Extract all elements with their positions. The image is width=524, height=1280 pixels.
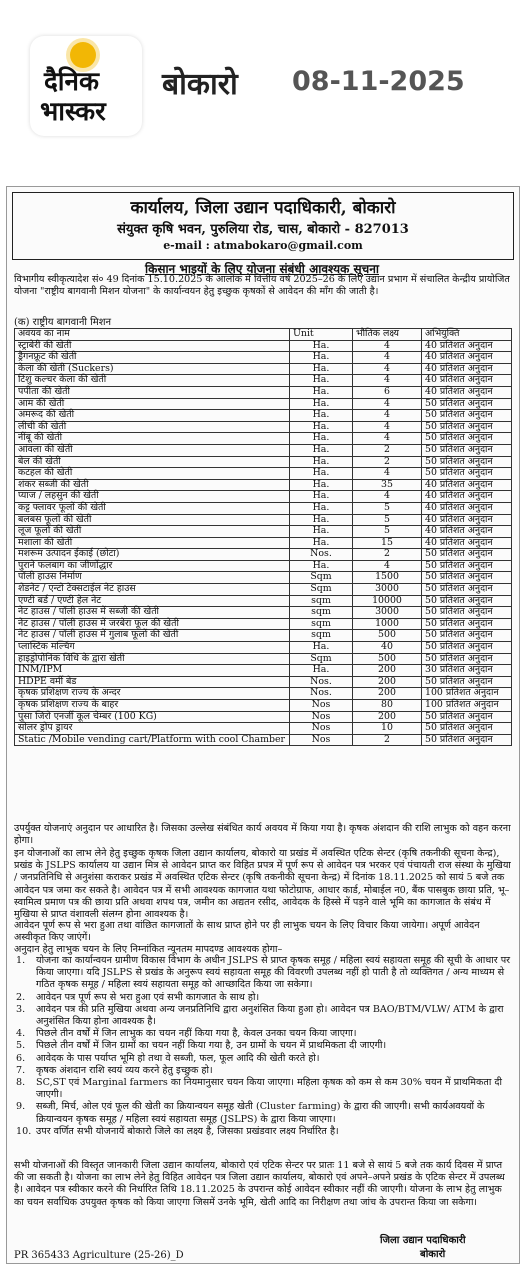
criteria-item [14, 1028, 512, 1040]
table-header-row [15, 329, 512, 341]
criteria-item [14, 1040, 512, 1052]
criteria-number: 7. [16, 1064, 26, 1076]
criteria-text: योजना का कार्यान्वयन ग्रामीण विकास विभाग के अधीन JSLPS से प्राप्त कृषक समूह / महिला स्वयं सहायता समूह की सूची के आधार पर किया जाएगा। यदि JSLPS से प्रखंड के अनुरूप स्वयं सहायता समूह की विवरणी उपलब्ध नहीं हो पाती है तो व्यक्तिगत / अन्य माध्यम से गठित कृषक समूह / महिला स्वयं सहायता समूह को आच्छादित किया जा सकेगा। [36, 955, 511, 991]
cell-target: 4 [353, 352, 422, 364]
criteria-text: आवेदक के पास पर्याप्त भूमि हो तथा वे सब्जी, फल, फूल आदि की खेती करते हो। [36, 1052, 320, 1064]
cell-remark: 40 प्रतिशत अनुदान [422, 479, 512, 491]
cell-target: 4 [353, 375, 422, 387]
cell-component: कट्ट फ्लावर फूलों की खेती [15, 502, 290, 514]
cell-unit: Nos [290, 711, 353, 723]
cell-remark: 50 प्रतिशत अनुदान [422, 572, 512, 584]
cell-unit: Ha. [290, 433, 353, 445]
criteria-number: 9. [16, 1101, 26, 1113]
table-row [15, 468, 512, 480]
cell-remark: 50 प्रतिशत अनुदान [422, 723, 512, 735]
criteria-text: सब्जी, मिर्च, ओल एवं फूल की खेती का क्रियान्वयन समूह खेती (Cluster farming) के द्वारा की जाएगी। सभी कार्यअवयवों के क्रियान्वयन कृषक समूह / महिला स्वयं सहायता समूह (JSLPS) के द्वारा किया जाएगा। [36, 1101, 485, 1125]
cell-unit: Nos [290, 723, 353, 735]
criteria-item [14, 992, 512, 1004]
cell-component: प्लास्टिक मल्चिंग [15, 642, 290, 654]
cell-component: टिशु कल्चर केला की खेती [15, 375, 290, 387]
cell-component: पुराने फलबाग का जीर्णोद्धार [15, 560, 290, 572]
table-row [15, 433, 512, 445]
cell-target: 4 [353, 410, 422, 422]
criteria-number: 4. [16, 1028, 26, 1040]
table-row [15, 595, 512, 607]
office-title: कार्यालय, जिला उद्यान पदाधिकारी, बोकारो [130, 198, 396, 218]
criteria-item [14, 1101, 512, 1125]
cell-unit: Nos. [290, 688, 353, 700]
edition-city: बोकारो [162, 67, 238, 102]
cell-unit: Ha. [290, 491, 353, 503]
cell-target: 4 [353, 433, 422, 445]
cell-component: प्याज / लहसुन की खेती [15, 491, 290, 503]
cell-component: आंवला की खेती [15, 444, 290, 456]
cell-remark: 50 प्रतिशत अनुदान [422, 398, 512, 410]
cell-target: 40 [353, 642, 422, 654]
cell-unit: sqm [290, 630, 353, 642]
cell-target: 4 [353, 468, 422, 480]
cell-remark: 100 प्रतिशत अनुदान [422, 700, 512, 712]
criteria-item [14, 955, 512, 992]
table-row [15, 572, 512, 584]
cell-component: सोलर ड्रोप ड्रायर [15, 723, 290, 735]
cell-unit: Nos. [290, 549, 353, 561]
cell-unit: Ha. [290, 537, 353, 549]
col-header-component: अवयव का नाम [15, 329, 290, 341]
table-row [15, 340, 512, 352]
cell-component: मशाला की खेती [15, 537, 290, 549]
cell-remark: 50 प्रतिशत अनुदान [422, 630, 512, 642]
cell-target: 4 [353, 560, 422, 572]
criteria-number: 8. [16, 1077, 26, 1089]
cell-remark: 50 प्रतिशत अनुदान [422, 595, 512, 607]
cell-unit: Ha. [290, 514, 353, 526]
cell-remark: 50 प्रतिशत अनुदान [422, 456, 512, 468]
scheme-table [14, 328, 512, 746]
cell-remark: 50 प्रतिशत अनुदान [422, 618, 512, 630]
cell-remark: 40 प्रतिशत अनुदान [422, 491, 512, 503]
criteria-list [14, 955, 512, 1138]
cell-target: 4 [353, 421, 422, 433]
table-row [15, 630, 512, 642]
cell-target: 2 [353, 734, 422, 746]
cell-component: कृषक प्रशिक्षण राज्य के अन्दर [15, 688, 290, 700]
cell-target: 200 [353, 665, 422, 677]
cell-unit: Ha. [290, 410, 353, 422]
cell-unit: Ha. [290, 386, 353, 398]
cell-remark: 40 प्रतिशत अनुदान [422, 386, 512, 398]
criteria-number: 10. [16, 1125, 32, 1137]
criteria-item [14, 1053, 512, 1065]
cell-unit: Ha. [290, 526, 353, 538]
cell-unit: Ha. [290, 665, 353, 677]
cell-remark: 40 प्रतिशत अनुदान [422, 514, 512, 526]
signature-place: बोकारो [420, 1249, 446, 1260]
cell-component: Static /Mobile vending cart/Platform with cool Chamber [15, 734, 290, 746]
criteria-text: पिछले तीन वर्षों में जिन ग्रामों का चयन नहीं किया गया है, उन ग्रामों के चयन में प्राथमिकता दी जाएगी। [36, 1040, 387, 1052]
cell-remark: 50 प्रतिशत अनुदान [422, 433, 512, 445]
criteria-text: आवेदन पत्र पूर्ण रूप से भरा हुआ एवं सभी कागजात के साथ हो। [36, 991, 260, 1003]
criteria-number: 1. [16, 955, 26, 966]
cell-remark: 50 प्रतिशत अनुदान [422, 642, 512, 654]
criteria-text: उपर वर्णित सभी योजनायें बोकारो जिले का लक्ष्य है, जिसका प्रखंडवार लक्ष्य निर्धारित है। [36, 1125, 339, 1137]
table-row [15, 491, 512, 503]
cell-component: कृषक प्रशिक्षण राज्य के बाहर [15, 700, 290, 712]
cell-component: नेट हाउस / पॉली हाउस में गुलाब फूलों की खेती [15, 630, 290, 642]
table-row [15, 607, 512, 619]
cell-component: हाइड्रोपोनिक विधि के द्वारा खेती [15, 653, 290, 665]
cell-target: 35 [353, 479, 422, 491]
cell-component: अमरूद की खेती [15, 410, 290, 422]
cell-target: 80 [353, 700, 422, 712]
cell-target: 200 [353, 711, 422, 723]
cell-remark: 50 प्रतिशत अनुदान [422, 676, 512, 688]
table-body [15, 340, 512, 746]
cell-unit: Ha. [290, 363, 353, 375]
cell-remark: 50 प्रतिशत अनुदान [422, 421, 512, 433]
table-row [15, 410, 512, 422]
criteria-text: पिछले तीन वर्षों में जिन लाभुक का चयन नहीं किया गया है, केवल उनका चयन किया जाएगा। [36, 1028, 357, 1040]
table-row [15, 700, 512, 712]
cell-target: 1000 [353, 618, 422, 630]
cell-component: बलबस फूलों की खेती [15, 514, 290, 526]
cell-component: पॉली हाउस निर्माण [15, 572, 290, 584]
office-address: संयुक्त कृषि भवन, पुरुलिया रोड, चास, बोकारो - 827013 [117, 222, 409, 237]
signature-title: जिला उद्यान पदाधिकारी [380, 1235, 466, 1246]
cell-component: पपीता की खेती [15, 386, 290, 398]
logo-text-line1: दैनिक [44, 67, 99, 97]
table-row [15, 723, 512, 735]
table-row [15, 375, 512, 387]
cell-component: आम की खेती [15, 398, 290, 410]
cell-target: 6 [353, 386, 422, 398]
cell-target: 5 [353, 526, 422, 538]
criteria-item [14, 1004, 512, 1028]
cell-remark: 40 प्रतिशत अनुदान [422, 352, 512, 364]
cell-component: नींबू की खेती [15, 433, 290, 445]
cell-unit: Sqm [290, 653, 353, 665]
cell-remark: 50 प्रतिशत अनुदान [422, 549, 512, 561]
cell-component: लूज फूलों की खेती [15, 526, 290, 538]
cell-unit: Ha. [290, 444, 353, 456]
sun-icon [70, 42, 96, 68]
cell-unit: Ha. [290, 560, 353, 572]
cell-component: नेट हाउस / पॉली हाउस में जरबेरा फूल की खेती [15, 618, 290, 630]
cell-unit: Sqm [290, 572, 353, 584]
table-row [15, 584, 512, 596]
cell-component: शंकर सब्जी की खेती [15, 479, 290, 491]
dainik-bhaskar-logo [30, 36, 142, 136]
cell-remark: 40 प्रतिशत अनुदान [422, 526, 512, 538]
cell-target: 4 [353, 491, 422, 503]
cell-unit: Ha. [290, 375, 353, 387]
cell-component: स्ट्राबेरी की खेती [15, 340, 290, 352]
criteria-number: 6. [16, 1052, 26, 1064]
cell-unit: Nos [290, 700, 353, 712]
cell-unit: Ha. [290, 352, 353, 364]
criteria-item [14, 1126, 512, 1138]
cell-unit: Nos [290, 734, 353, 746]
cell-remark: 50 प्रतिशत अनुदान [422, 734, 512, 746]
cell-unit: Ha. [290, 479, 353, 491]
table-row [15, 386, 512, 398]
edition-date: 08-11-2025 [292, 66, 465, 97]
table-row [15, 398, 512, 410]
cell-remark: 50 प्रतिशत अनुदान [422, 444, 512, 456]
table-row [15, 526, 512, 538]
cell-unit: sqm [290, 607, 353, 619]
cell-target: 5 [353, 502, 422, 514]
cell-target: 4 [353, 398, 422, 410]
cell-remark: 50 प्रतिशत अनुदान [422, 607, 512, 619]
cell-unit: Sqm [290, 584, 353, 596]
table-row [15, 665, 512, 677]
table-row [15, 456, 512, 468]
newspaper-header [0, 0, 524, 150]
cell-remark: 40 प्रतिशत अनुदान [422, 340, 512, 352]
cell-remark: 50 प्रतिशत अनुदान [422, 584, 512, 596]
cell-remark: 40 प्रतिशत अनुदान [422, 375, 512, 387]
table-row [15, 514, 512, 526]
cell-component: एण्टी बर्ड / एण्टी हेल नेट [15, 595, 290, 607]
criteria-text: SC,ST एवं Marginal farmers का नियमानुसार चयन किया जाएगा। महिला कृषक को कम से कम 30% चयन में प्राथमिकता दी जाएगी। [36, 1077, 502, 1101]
information-paragraph: सभी योजनाओं की विस्तृत जानकारी जिला उद्यान कार्यालय, बोकारो एवं एटिक सेन्टर पर प्रातः 11 बजे से सायं 5 बजे तक कार्य दिवस में प्राप्त की जा सकती है। योजना का लाभ लेने हेतु विहित आवेदन पत्र जिला उद्यान कार्यालय, बोकारो एवं अपने–अपने प्रखंड के एटिक सेन्टर में उपलब्ध है। आवेदन पत्र स्वीकार करने की निर्धारित तिथि 18.11.2025 के उपरान्त कोई आवेदन स्वीकार नहीं की जाएगी। योजना के लाभ हेतु लाभुक का चयन सर्वाधिक उपयुक्त कृषक को किया जाएगा जिसमें उनके भूमि, खेती आदि का निरीक्षण तथा जांच के उपरान्त किया जा सकेगा। [14, 1160, 505, 1208]
table-row [15, 711, 512, 723]
col-header-target: भौतिक लक्ष्य [353, 329, 422, 341]
criteria-number: 2. [16, 991, 26, 1003]
cell-remark: 50 प्रतिशत अनुदान [422, 653, 512, 665]
cell-target: 200 [353, 688, 422, 700]
cell-unit: Nos. [290, 676, 353, 688]
cell-target: 4 [353, 340, 422, 352]
cell-unit: Ha. [290, 456, 353, 468]
cell-target: 2 [353, 444, 422, 456]
cell-target: 2 [353, 456, 422, 468]
cell-remark: 40 प्रतिशत अनुदान [422, 363, 512, 375]
criteria-item [14, 1077, 512, 1101]
cell-unit: Ha. [290, 398, 353, 410]
cell-component: केला की खेती (Suckers) [15, 363, 290, 375]
office-header-box [12, 192, 514, 260]
cell-target: 5 [353, 514, 422, 526]
cell-component: शेडनेट / एन्टो टेक्सटाईल नेट हाउस [15, 584, 290, 596]
criteria-text: कृषक अंशदान राशि स्वयं व्यय करने हेतु इच्छुक हो। [36, 1064, 213, 1076]
cell-unit: sqm [290, 595, 353, 607]
cell-unit: Ha. [290, 468, 353, 480]
cell-target: 500 [353, 630, 422, 642]
cell-remark: 40 प्रतिशत अनुदान [422, 537, 512, 549]
office-email: e-mail : atmabokaro@gmail.com [163, 239, 363, 252]
application-paragraph: इन योजनाओं का लाभ लेने हेतु इच्छुक कृषक जिला उद्यान कार्यालय, बोकारो या प्रखंड में अवस्थित एटिक सेन्टर (कृषि तकनीकी सूचना केन्द्र), प्रखंड के JSLPS कार्यालय या उद्यान मित्र से आवेदन प्राप्त कर विहित प्रपत्र में पूर्ण रूप से आवेदन पत्र भरकर एवं पंचायती राज संस्था के मुखिया / जनप्रतिनिधि से अनुशंसा कराकर प्रखंड में अवस्थित एटिक सेन्टर (कृषि तकनीकी सूचना केन्द्र) में दिनांक 18.11.2025 को सायं 5 बजे तक आवेदन पत्र जमा कर सकते है। आवेदन पत्र में सभी आवश्यक कागजात यथा फोटोग्राफ, आधार कार्ड, मोबाईल न0, बैंक पासबुक छाया प्रति, भू– स्वामित्व प्रमाण पत्र की छाया प्रति अथवा शपथ पत्र, जमीन का अद्यतन रसीद, आवेदक के हिस्से में पड़ने वाले भूमि का कागजात के संबंध में मुखिया से प्राप्त वंशावली संलग्न होना आवश्यक है। [14, 848, 511, 921]
notice-subject: किसान भाइयों के लिए योजना संबंधी आवश्यक सूचना [145, 262, 379, 276]
cell-component: पुसा जिरो एनर्जी कूल चेम्बर (100 KG) [15, 711, 290, 723]
cell-remark: 40 प्रतिशत अनुदान [422, 502, 512, 514]
section-heading: (क) राष्ट्रीय बागवानी मिशन [14, 317, 112, 328]
criteria-text: आवेदन पत्र की प्रति मुखिया अथवा अन्य जनप्रतिनिधि द्वारा अनुशंसित किया हुआ हो। आवेदन पत्र BAO/BTM/VLW/ ATM के द्वारा अनुशंसित किया होना आवश्यक है। [36, 1003, 504, 1028]
cell-component: INM/IPM [15, 665, 290, 677]
cell-component: कटहल की खेती [15, 468, 290, 480]
cell-component: बेल की खेती [15, 456, 290, 468]
cell-component: लीची की खेती [15, 421, 290, 433]
criteria-number: 5. [16, 1040, 26, 1052]
cell-component: ड्रैगनफ्रूट की खेती [15, 352, 290, 364]
table-row [15, 642, 512, 654]
criteria-heading: अनुदान हेतु लाभुक चयन के लिए निम्नांकित न्यूनतम मापदण्ड आवश्यक होगा– [14, 944, 283, 955]
logo-text-line2: भास्कर [40, 97, 106, 127]
table-row [15, 352, 512, 364]
criteria-item [14, 1065, 512, 1077]
cell-unit: Ha. [290, 421, 353, 433]
cell-remark: 50 प्रतिशत अनुदान [422, 560, 512, 572]
table-row [15, 734, 512, 746]
table-row [15, 549, 512, 561]
cell-target: 10 [353, 723, 422, 735]
subsidy-paragraph: उपर्युक्त योजनाएं अनुदान पर आधारित है। जिसका उल्लेख संबंधित कार्य अवयव में किया गया है। कृषक अंशदान की राशि लाभुक को वहन करना होगा। [14, 823, 511, 847]
cell-target: 1500 [353, 572, 422, 584]
cell-target: 2 [353, 549, 422, 561]
completeness-paragraph: आवेदन पूर्ण रूप से भरा हुआ तथा वांछित कागजातों के साथ प्राप्त होने पर ही लाभुक चयन के लिए विचार किया जायेगा। अपूर्ण आवेदन अस्वीकृत किए जाएंगें। [14, 920, 480, 944]
table-row [15, 688, 512, 700]
cell-target: 15 [353, 537, 422, 549]
cell-remark: 30 प्रतिशत अनुदान [422, 665, 512, 677]
table-row [15, 653, 512, 665]
cell-remark: 100 प्रतिशत अनुदान [422, 688, 512, 700]
cell-unit: Ha. [290, 642, 353, 654]
cell-target: 10000 [353, 595, 422, 607]
cell-remark: 50 प्रतिशत अनुदान [422, 410, 512, 422]
intro-paragraph: विभागीय स्वीकृत्यादेश सं० 49 दिनांक 15.10.2025 के आलोक में वित्तीय वर्ष 2025–26 के लिए उद्यान प्रभाग में संचालित केन्द्रीय प्रायोजित योजना "राष्ट्रीय बागवानी मिशन योजना" के कार्यान्वयन हेतु इच्छुक कृषकों से आवेदन की माँग की जाती है। [14, 274, 510, 297]
cell-target: 500 [353, 653, 422, 665]
cell-target: 4 [353, 363, 422, 375]
criteria-number: 3. [16, 1003, 26, 1015]
cell-unit: sqm [290, 618, 353, 630]
cell-component: HDPE वर्मी बेड [15, 676, 290, 688]
cell-target: 3000 [353, 607, 422, 619]
cell-component: मशरूम उत्पादन ईकाई (छोटा) [15, 549, 290, 561]
cell-unit: Ha. [290, 340, 353, 352]
cell-remark: 50 प्रतिशत अनुदान [422, 711, 512, 723]
col-header-unit: Unit [290, 329, 353, 341]
pr-footer: PR 365433 Agriculture (25-26)_D [14, 1250, 184, 1261]
cell-component: नेट हाउस / पॉली हाउस में सब्जी की खेती [15, 607, 290, 619]
cell-target: 3000 [353, 584, 422, 596]
cell-unit: Ha. [290, 502, 353, 514]
col-header-remark: अभियुक्ति [422, 329, 512, 341]
table-row [15, 444, 512, 456]
cell-target: 200 [353, 676, 422, 688]
cell-remark: 50 प्रतिशत अनुदान [422, 468, 512, 480]
table-row [15, 502, 512, 514]
